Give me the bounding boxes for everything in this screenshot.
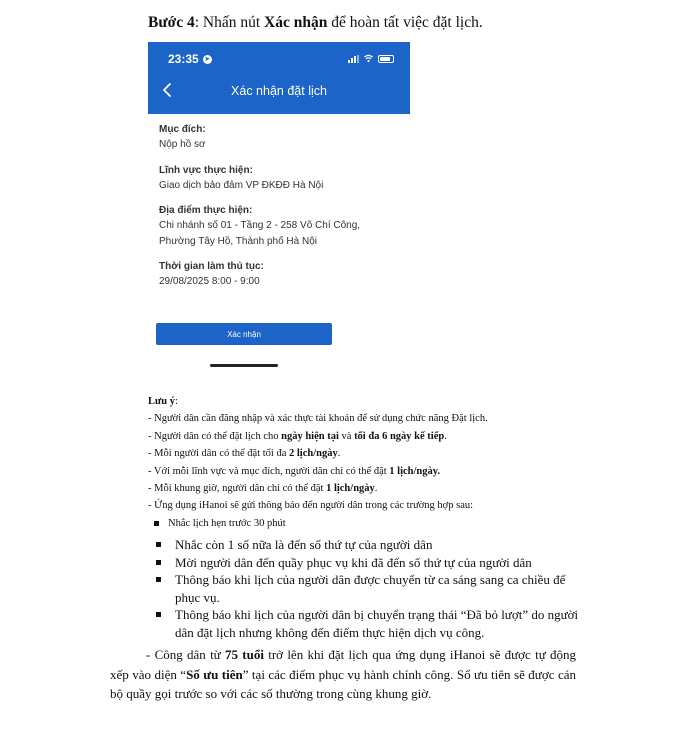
bullet-text: Nhắc lịch hẹn trước 30 phút [168,517,286,529]
paragraph-text: trở lên khi đặt lịch qua ứng dụng iHanoi sẽ được tự động xếp vào diện “ [110,647,577,682]
field-label: Mục đích: [159,124,206,135]
field-location [159,203,399,249]
step-label: Bước 4 [148,14,195,31]
note-text: - Mỗi khung giờ, người dân chỉ có thể đặt [148,483,327,495]
note-bold: tối đa 6 ngày kế tiếp [354,430,445,442]
note-text: . [337,448,341,460]
note-text: . [444,430,447,442]
note-line [148,428,588,445]
note-text: . [374,483,378,495]
notes-heading [148,393,588,410]
paragraph-bold: 75 tuổi [225,647,264,662]
note-line [148,480,588,497]
field-value-line2: Phường Tây Hồ, Thành phố Hà Nội [159,235,317,247]
note-line: - Ứng dụng iHanoi sẽ gửi thông báo đến người dân trong các trường hợp sau: [148,500,474,512]
clock-text: 23:35 [168,52,199,66]
paragraph-text: - Công dân từ [146,647,226,662]
status-icons [348,54,394,63]
note-bold: 2 lịch/ngày [289,448,338,460]
note-line: - Người dân cần đăng nhập và xác thực tài khoản để sử dụng chức năng Đặt lịch. [148,413,488,425]
square-bullet-icon [156,542,161,547]
note-bold: 1 lịch/ngày. [389,465,441,477]
step-heading [148,14,483,32]
booking-details [159,122,399,300]
field-value: Chi nhánh số 01 - Tầng 2 - 258 Võ Chí Công, [159,220,361,231]
bullet-text: Thông báo khi lịch của người dân bị chuyển trạng thái “Đã bỏ lượt” do người dân đặt lịch nhưng không đến điểm thực hiện dịch vụ công. [175,607,579,640]
app-header [148,42,410,114]
list-item [156,571,586,606]
step-button-name: Xác nhận [264,14,328,31]
field-domain [159,163,399,194]
list-item [156,536,586,554]
field-label: Thời gian làm thủ tục: [159,261,264,272]
bullet-text: Nhắc còn 1 số nữa là đến số thứ tự của người dân [175,537,433,552]
paragraph-bold: Số ưu tiên [186,666,243,682]
location-arrow-icon: ➤ [204,55,211,63]
note-text: và [338,430,355,442]
field-value: Giao dịch bảo đảm VP ĐKĐĐ Hà Nội [159,179,324,191]
note-bold: 1 lịch/ngày [326,483,375,495]
notes-title: Lưu ý [148,396,176,407]
square-bullet-icon [156,577,161,582]
field-purpose [159,122,399,153]
priority-paragraph [110,645,576,704]
field-label: Lĩnh vực thực hiện: [159,164,253,176]
field-time [159,259,399,290]
note-bold: ngày hiện tại [281,430,339,442]
cellular-signal-icon [348,55,359,63]
notes-section [148,393,588,532]
note-line [148,463,588,480]
note-text: - Với mỗi lĩnh vực và mục đích, người dân chỉ có thể đặt [148,465,390,477]
notification-list [156,536,586,642]
square-bullet-icon [156,560,161,565]
wifi-icon [364,54,373,63]
status-bar-time [168,52,212,66]
square-bullet-icon [156,612,161,617]
list-item [156,554,586,572]
paragraph-text: ” tại các điểm phục vụ hành chính công. Số ưu tiên sẽ được cán bộ quầy gọi trước so với các số thường trong cùng khung giờ. [110,666,576,702]
note-text: - Mỗi người dân có thể đặt tối đa [148,448,290,460]
confirm-button[interactable]: Xác nhận [156,323,332,345]
bullet-text: Mời người dân đến quầy phục vụ khi đã đến số thứ tự của người dân [175,554,532,570]
battery-icon [378,55,394,63]
phone-screenshot [148,42,410,370]
square-bullet-icon [154,521,159,526]
field-label: Địa điểm thực hiện: [159,205,253,216]
list-item [156,606,586,641]
note-text: - Người dân có thể đặt lịch cho [148,430,282,442]
step-text-suffix: để hoàn tất việc đặt lịch. [327,14,483,31]
screen-title: Xác nhận đặt lịch [231,84,327,98]
step-text-prefix: : Nhấn nút [194,14,265,31]
field-value: Nộp hồ sơ [159,139,206,150]
list-item [148,515,588,532]
notes-title-colon: : [175,396,178,407]
field-value: 29/08/2025 8:00 - 9:00 [159,276,260,287]
bullet-text: Thông báo khi lịch của người dân được chuyển từ ca sáng sang ca chiều để phục vụ. [175,572,566,605]
note-line [148,445,588,462]
home-indicator [210,364,278,367]
